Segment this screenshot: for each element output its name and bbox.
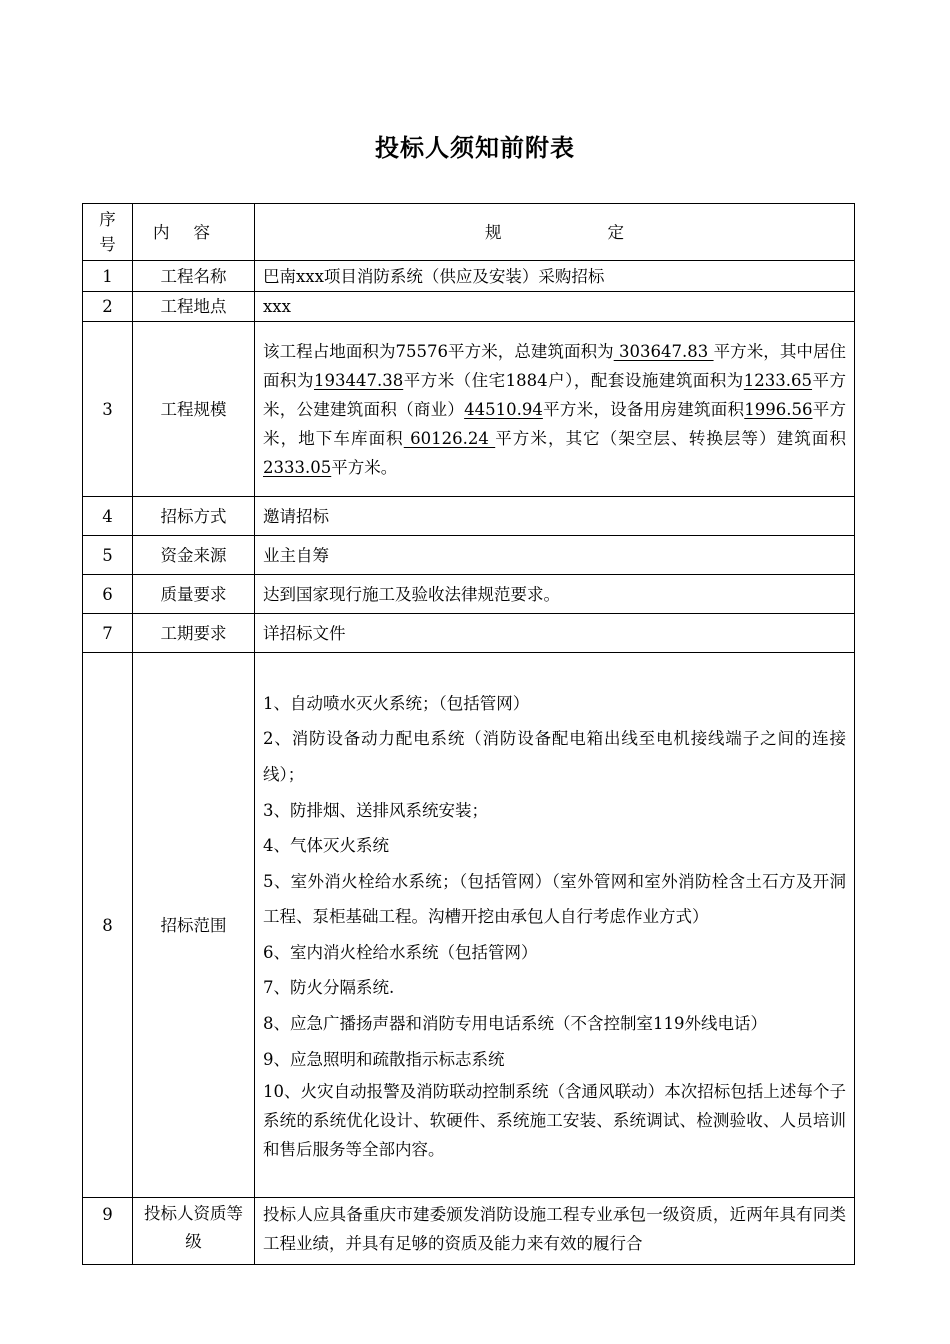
bidder-instructions-table <box>82 203 855 1265</box>
scale-text: 该工程占地面积为75576平方米，总建筑面积为 <box>263 341 614 361</box>
scale-text: 平方米。 <box>331 457 398 477</box>
row-number: 6 <box>83 575 133 614</box>
list-item: 10、火灾自动报警及消防联动控制系统（含通风联动）本次招标包括上述每个子系统的系统优化设计、软硬件、系统施工安装、系统调试、检测验收、人员培训和售后服务等全部内容。 <box>263 1082 846 1160</box>
list-item: 4、气体灭火系统 <box>263 836 389 856</box>
row-label: 质量要求 <box>133 575 255 614</box>
table-row <box>83 497 855 536</box>
table-row <box>83 261 855 292</box>
scale-text: 平方米，其中居住面积为 <box>263 341 847 390</box>
row-label: 工程名称 <box>133 261 255 292</box>
facility-area-value: 1233.65 <box>743 370 813 390</box>
table-row <box>83 1198 855 1265</box>
row-label: 招标方式 <box>133 497 255 536</box>
scale-text: 平方米，其它（架空层、转换层等）建筑面积 <box>495 428 846 448</box>
list-item: 9、应急照明和疏散指示标志系统 <box>263 1049 505 1069</box>
header-rule-right: 定 <box>607 222 624 242</box>
header-content <box>133 204 255 261</box>
row-value: 业主自筹 <box>255 536 855 575</box>
list-item: 7、防火分隔系统. <box>263 978 395 998</box>
header-rule <box>255 204 855 261</box>
commercial-area-value: 44510.94 <box>464 399 543 419</box>
residential-area-value: 193447.38 <box>313 370 404 390</box>
scope-list <box>255 653 855 1198</box>
list-item: 2、消防设备动力配电系统（消防设备配电箱出线至电机接线端子之间的连接线）； <box>263 729 846 784</box>
total-area-value: 303647.83 <box>613 341 714 361</box>
row-number: 9 <box>83 1198 133 1265</box>
scale-text: 平方米，地下车库面积 <box>263 399 847 448</box>
row-label: 资金来源 <box>133 536 255 575</box>
row-number: 4 <box>83 497 133 536</box>
row-number: 3 <box>83 322 133 497</box>
row-value: 详招标文件 <box>255 614 855 653</box>
list-item: 5、室外消火栓给水系统；（包括管网）（室外管网和室外消防栓含土石方及开洞工程、泵柜基础工程。沟槽开挖由承包人自行考虑作业方式） <box>263 871 846 927</box>
row-number: 2 <box>83 292 133 322</box>
row-label: 工程规模 <box>133 322 255 497</box>
table-row <box>83 322 855 497</box>
list-item: 8、应急广播扬声器和消防专用电话系统（不含控制室119外线电话） <box>263 1014 767 1034</box>
row-label: 投标人资质等级 <box>133 1198 255 1265</box>
row-value-scale <box>255 322 855 497</box>
row-value: 巴南xxx项目消防系统（供应及安装）采购招标 <box>255 261 855 292</box>
garage-area-value: 60126.24 <box>403 428 496 448</box>
table-row <box>83 653 855 1198</box>
list-item: 1、自动喷水灭火系统；（包括管网） <box>263 693 530 713</box>
scale-text: 平方米（住宅1884户），配套设施建筑面积为 <box>403 370 744 390</box>
page-title: 投标人须知前附表 <box>375 134 575 162</box>
header-rule-left: 规 <box>485 222 502 242</box>
table-header-row <box>83 204 855 261</box>
table-row <box>83 536 855 575</box>
header-no-line2: 号 <box>99 235 116 254</box>
list-item: 3、防排烟、送排风系统安装； <box>263 800 488 820</box>
row-value: xxx <box>255 292 855 322</box>
table-row <box>83 292 855 322</box>
scale-text: 平方米，设备用房建筑面积 <box>542 399 745 419</box>
row-number: 8 <box>83 653 133 1198</box>
header-no-line1: 序 <box>99 210 116 229</box>
row-label: 工程地点 <box>133 292 255 322</box>
row-value: 投标人应具备重庆市建委颁发消防设施工程专业承包一级资质，近两年具有同类工程业绩，并具有足够的资质及能力来有效的履行合 <box>255 1198 855 1265</box>
row-label: 招标范围 <box>133 653 255 1198</box>
other-area-value: 2333.05 <box>263 457 332 477</box>
header-content-label: 内容 <box>153 222 234 242</box>
row-value: 邀请招标 <box>255 497 855 536</box>
row-number: 5 <box>83 536 133 575</box>
table-row <box>83 575 855 614</box>
scale-text: 平方米，公建建筑面积（商业） <box>263 370 847 419</box>
row-number: 7 <box>83 614 133 653</box>
row-label: 工期要求 <box>133 614 255 653</box>
list-item: 6、室内消火栓给水系统（包括管网） <box>263 942 538 962</box>
table-row <box>83 614 855 653</box>
equipment-area-value: 1996.56 <box>744 399 813 419</box>
header-no <box>83 204 133 261</box>
row-number: 1 <box>83 261 133 292</box>
row-value: 达到国家现行施工及验收法律规范要求。 <box>255 575 855 614</box>
